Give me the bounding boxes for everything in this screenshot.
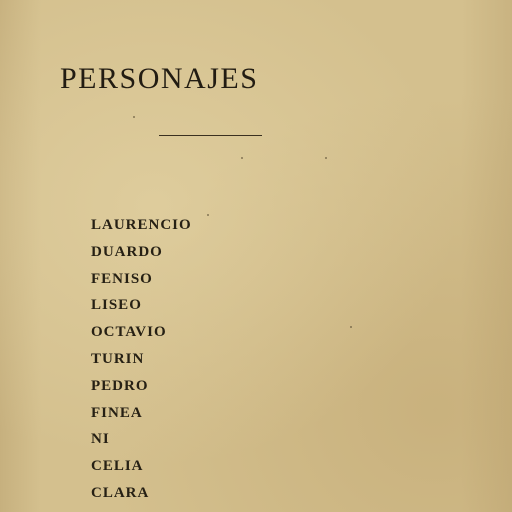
cast-member: LAURENCIO [91,217,192,233]
cast-member: OCTAVIO [91,324,167,341]
cast-member: LISEO [91,297,142,314]
cast-member: DUARDO [91,243,163,260]
paper-speck [325,157,327,159]
paper-speck [241,157,243,159]
paper-speck [350,326,352,328]
cast-member: NI [91,431,110,448]
cast-member: FINEA [91,404,143,421]
cast-member: CELIA [91,458,144,475]
paper-speck [133,116,135,118]
cast-member: FENISO [91,270,153,287]
cast-member: PEDRO [91,377,149,394]
cast-member: TURIN [91,350,145,367]
cast-member: CLARA [91,484,150,501]
page-title: PERSONAJES [60,62,259,95]
title-divider [159,135,262,136]
cast-list [91,212,192,507]
paper-speck [207,214,209,216]
